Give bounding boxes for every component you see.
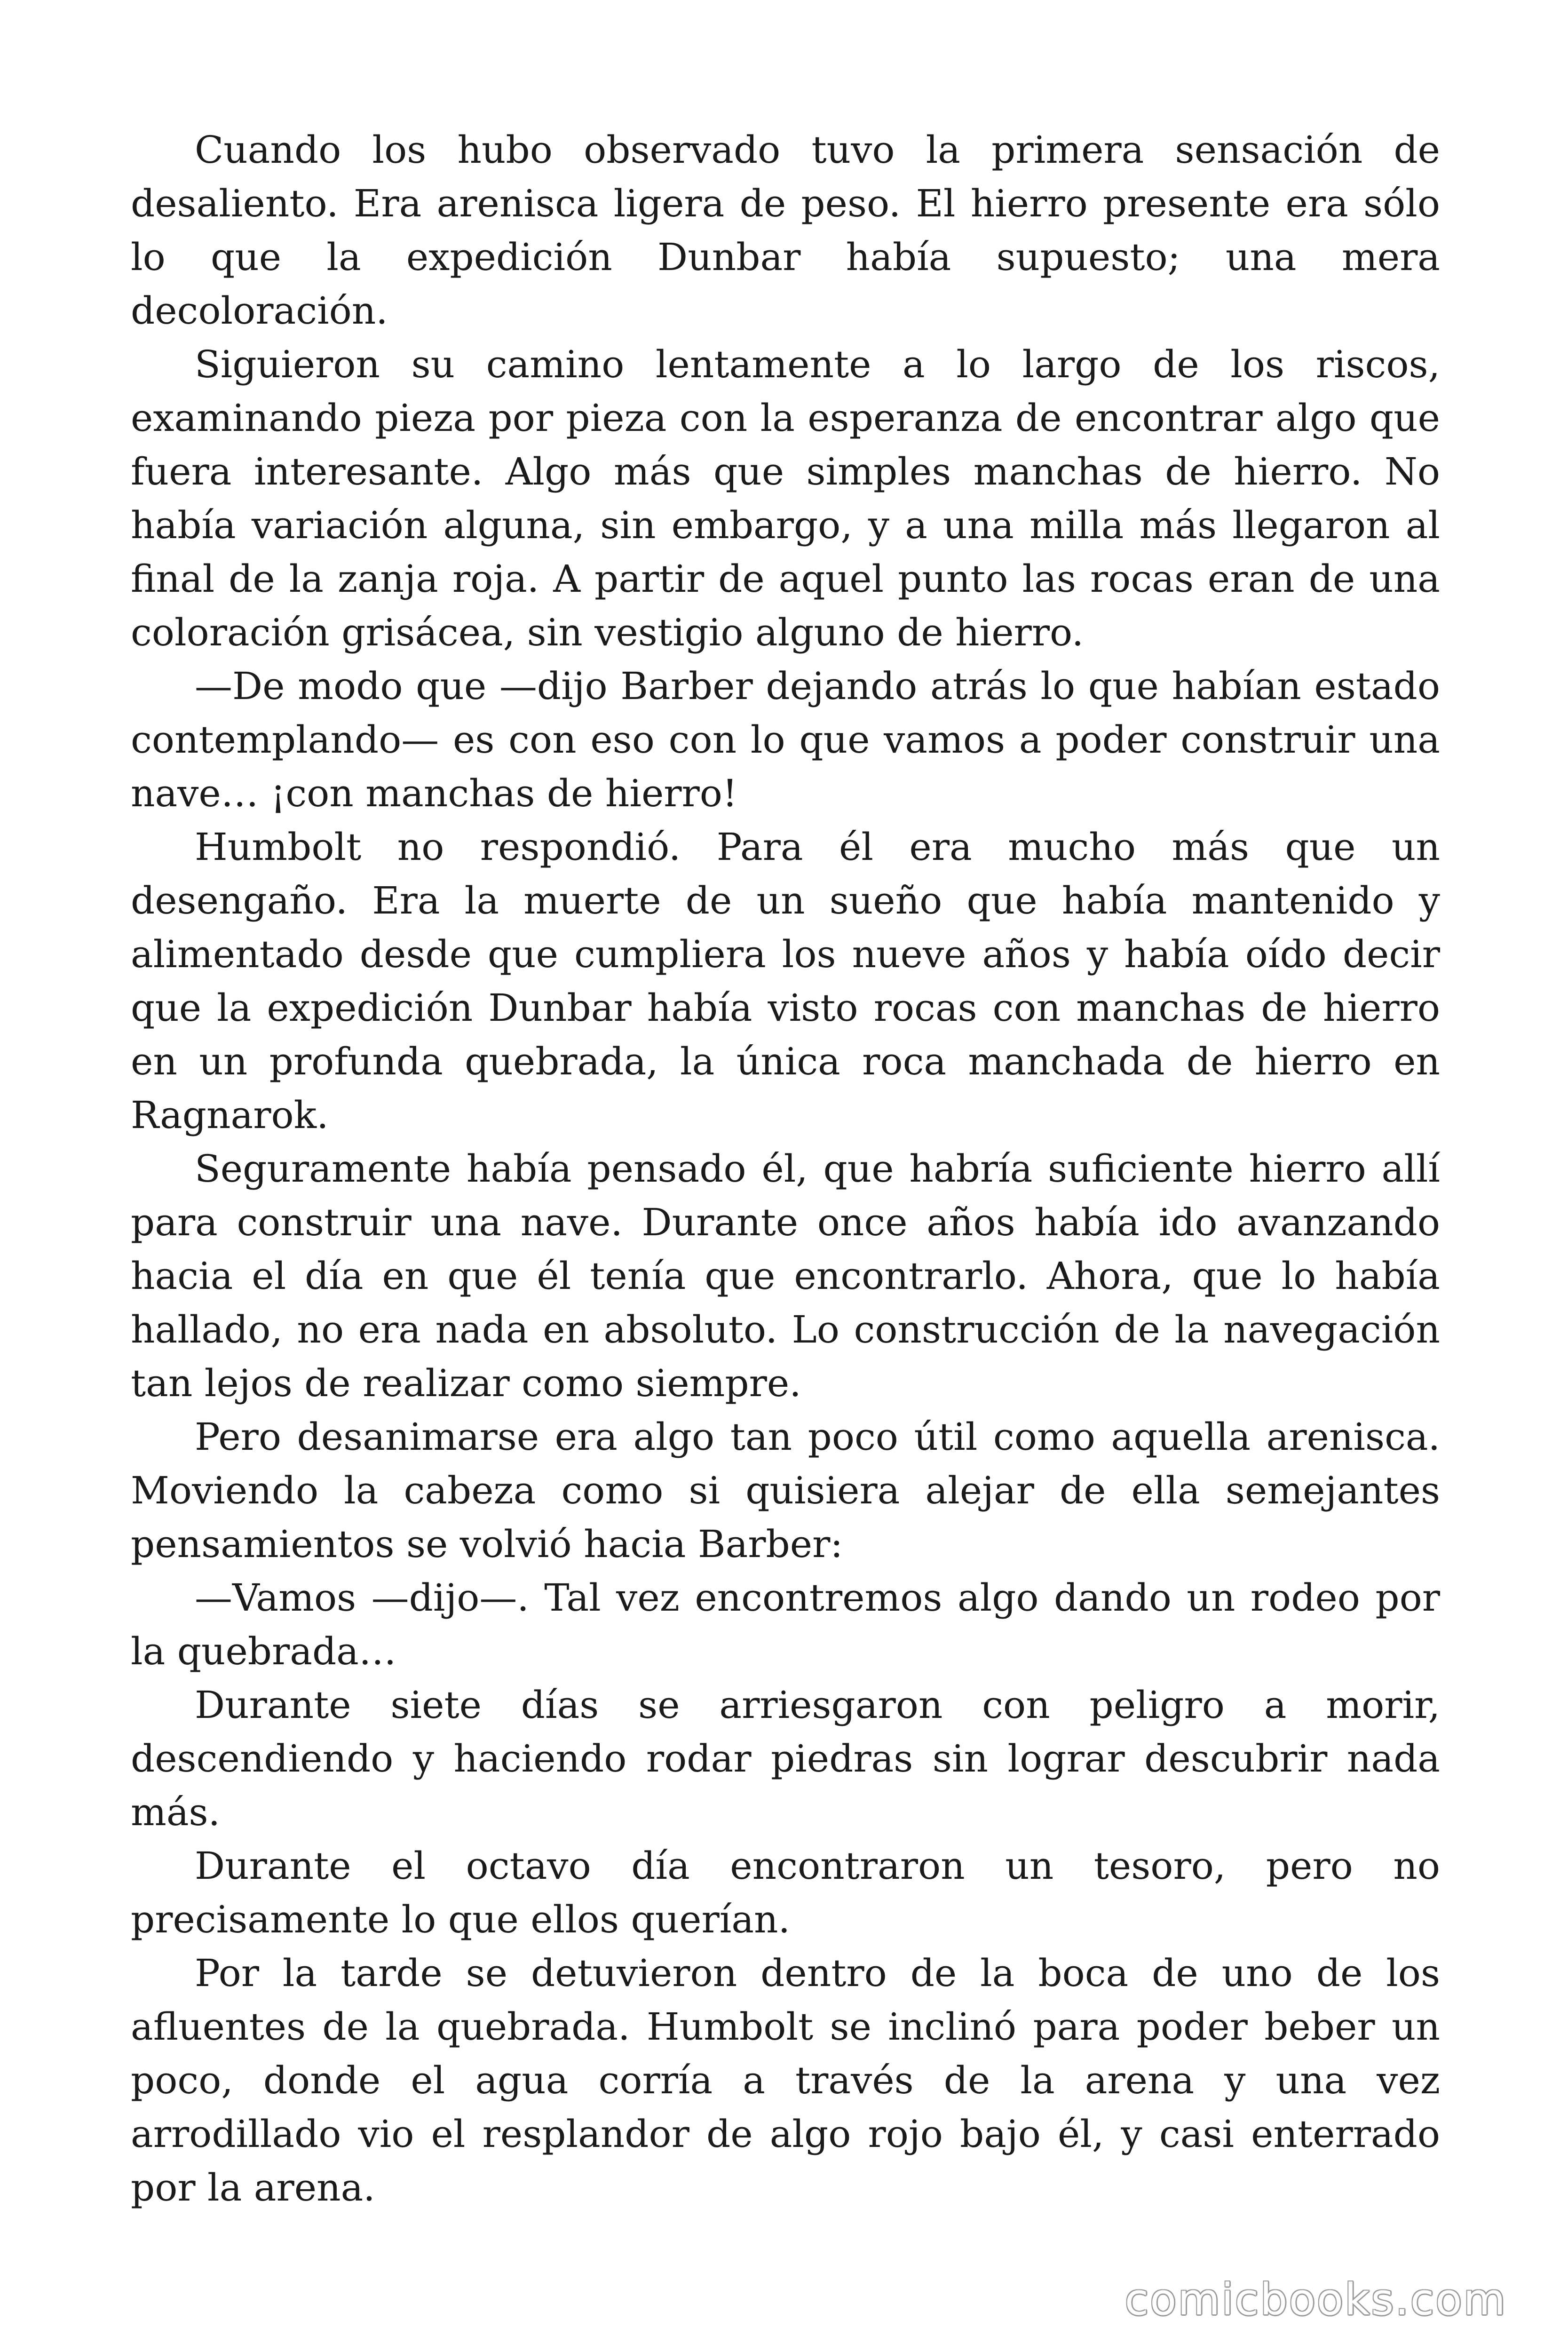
paragraph-3: —De modo que —dijo Barber dejando atrás lo que habían estado contemplando— es con eso con lo que vamos a poder construir una nave… ¡con manchas de hierro! [131, 664, 1440, 815]
paragraph-6: Pero desanimarse era algo tan poco útil como aquella arenisca. Moviendo la cabeza como si quisiera alejar de ella semejantes pensamientos se volvió hacia Barber: [131, 1415, 1440, 1566]
paragraph-7: —Vamos —dijo—. Tal vez encontremos algo dando un rodeo por la quebrada… [131, 1576, 1440, 1673]
paragraph-5: Seguramente había pensado él, que habría suficiente hierro allí para construir una nave. Durante once años había ido avanzando hacia el día en que él tenía que encontrarlo. Ahora, que lo había hallado, no era nada en absoluto. Lo construcción de la navegación tan lejos de realizar como siempre. [131, 1147, 1440, 1405]
paragraph-9: Durante el octavo día encontraron un tesoro, pero no precisamente lo que ellos querían. [131, 1844, 1440, 1941]
paragraph-2: Siguieron su camino lentamente a lo largo de los riscos, examinando pieza por pieza con la esperanza de encontrar algo que fuera interesante. Algo más que simples manchas de hierro. No había variación alguna, sin embargo, y a una milla más llegaron al final de la zanja roja. A partir de aquel punto las rocas eran de una coloración grisácea, sin vestigio alguno de hierro. [131, 342, 1440, 654]
body-text [131, 123, 1440, 2215]
paragraph-4: Humbolt no respondió. Para él era mucho más que un desengaño. Era la muerte de un sueño que había mantenido y alimentado desde que cumpliera los nueve años y había oído decir que la expedición Dunbar había visto rocas con manchas de hierro en un profunda quebrada, la única roca manchada de hierro en Ragnarok. [131, 825, 1440, 1137]
paragraph-1: Cuando los hubo observado tuvo la primera sensación de desaliento. Era arenisca ligera de peso. El hierro presente era sólo lo que la expedición Dunbar había supuesto; una mera decoloración. [131, 128, 1440, 333]
paragraph-10: Por la tarde se detuvieron dentro de la boca de uno de los afluentes de la quebrada. Humbolt se inclinó para poder beber un poco, donde el agua corría a través de la arena y una vez arrodillado vio el resplandor de algo rojo bajo él, y casi enterrado por la arena. [131, 1951, 1440, 2209]
watermark: comicbooks.com [1125, 2274, 1507, 2325]
paragraph-8: Durante siete días se arriesgaron con peligro a morir, descendiendo y haciendo rodar piedras sin lograr descubrir nada más. [131, 1683, 1440, 1834]
